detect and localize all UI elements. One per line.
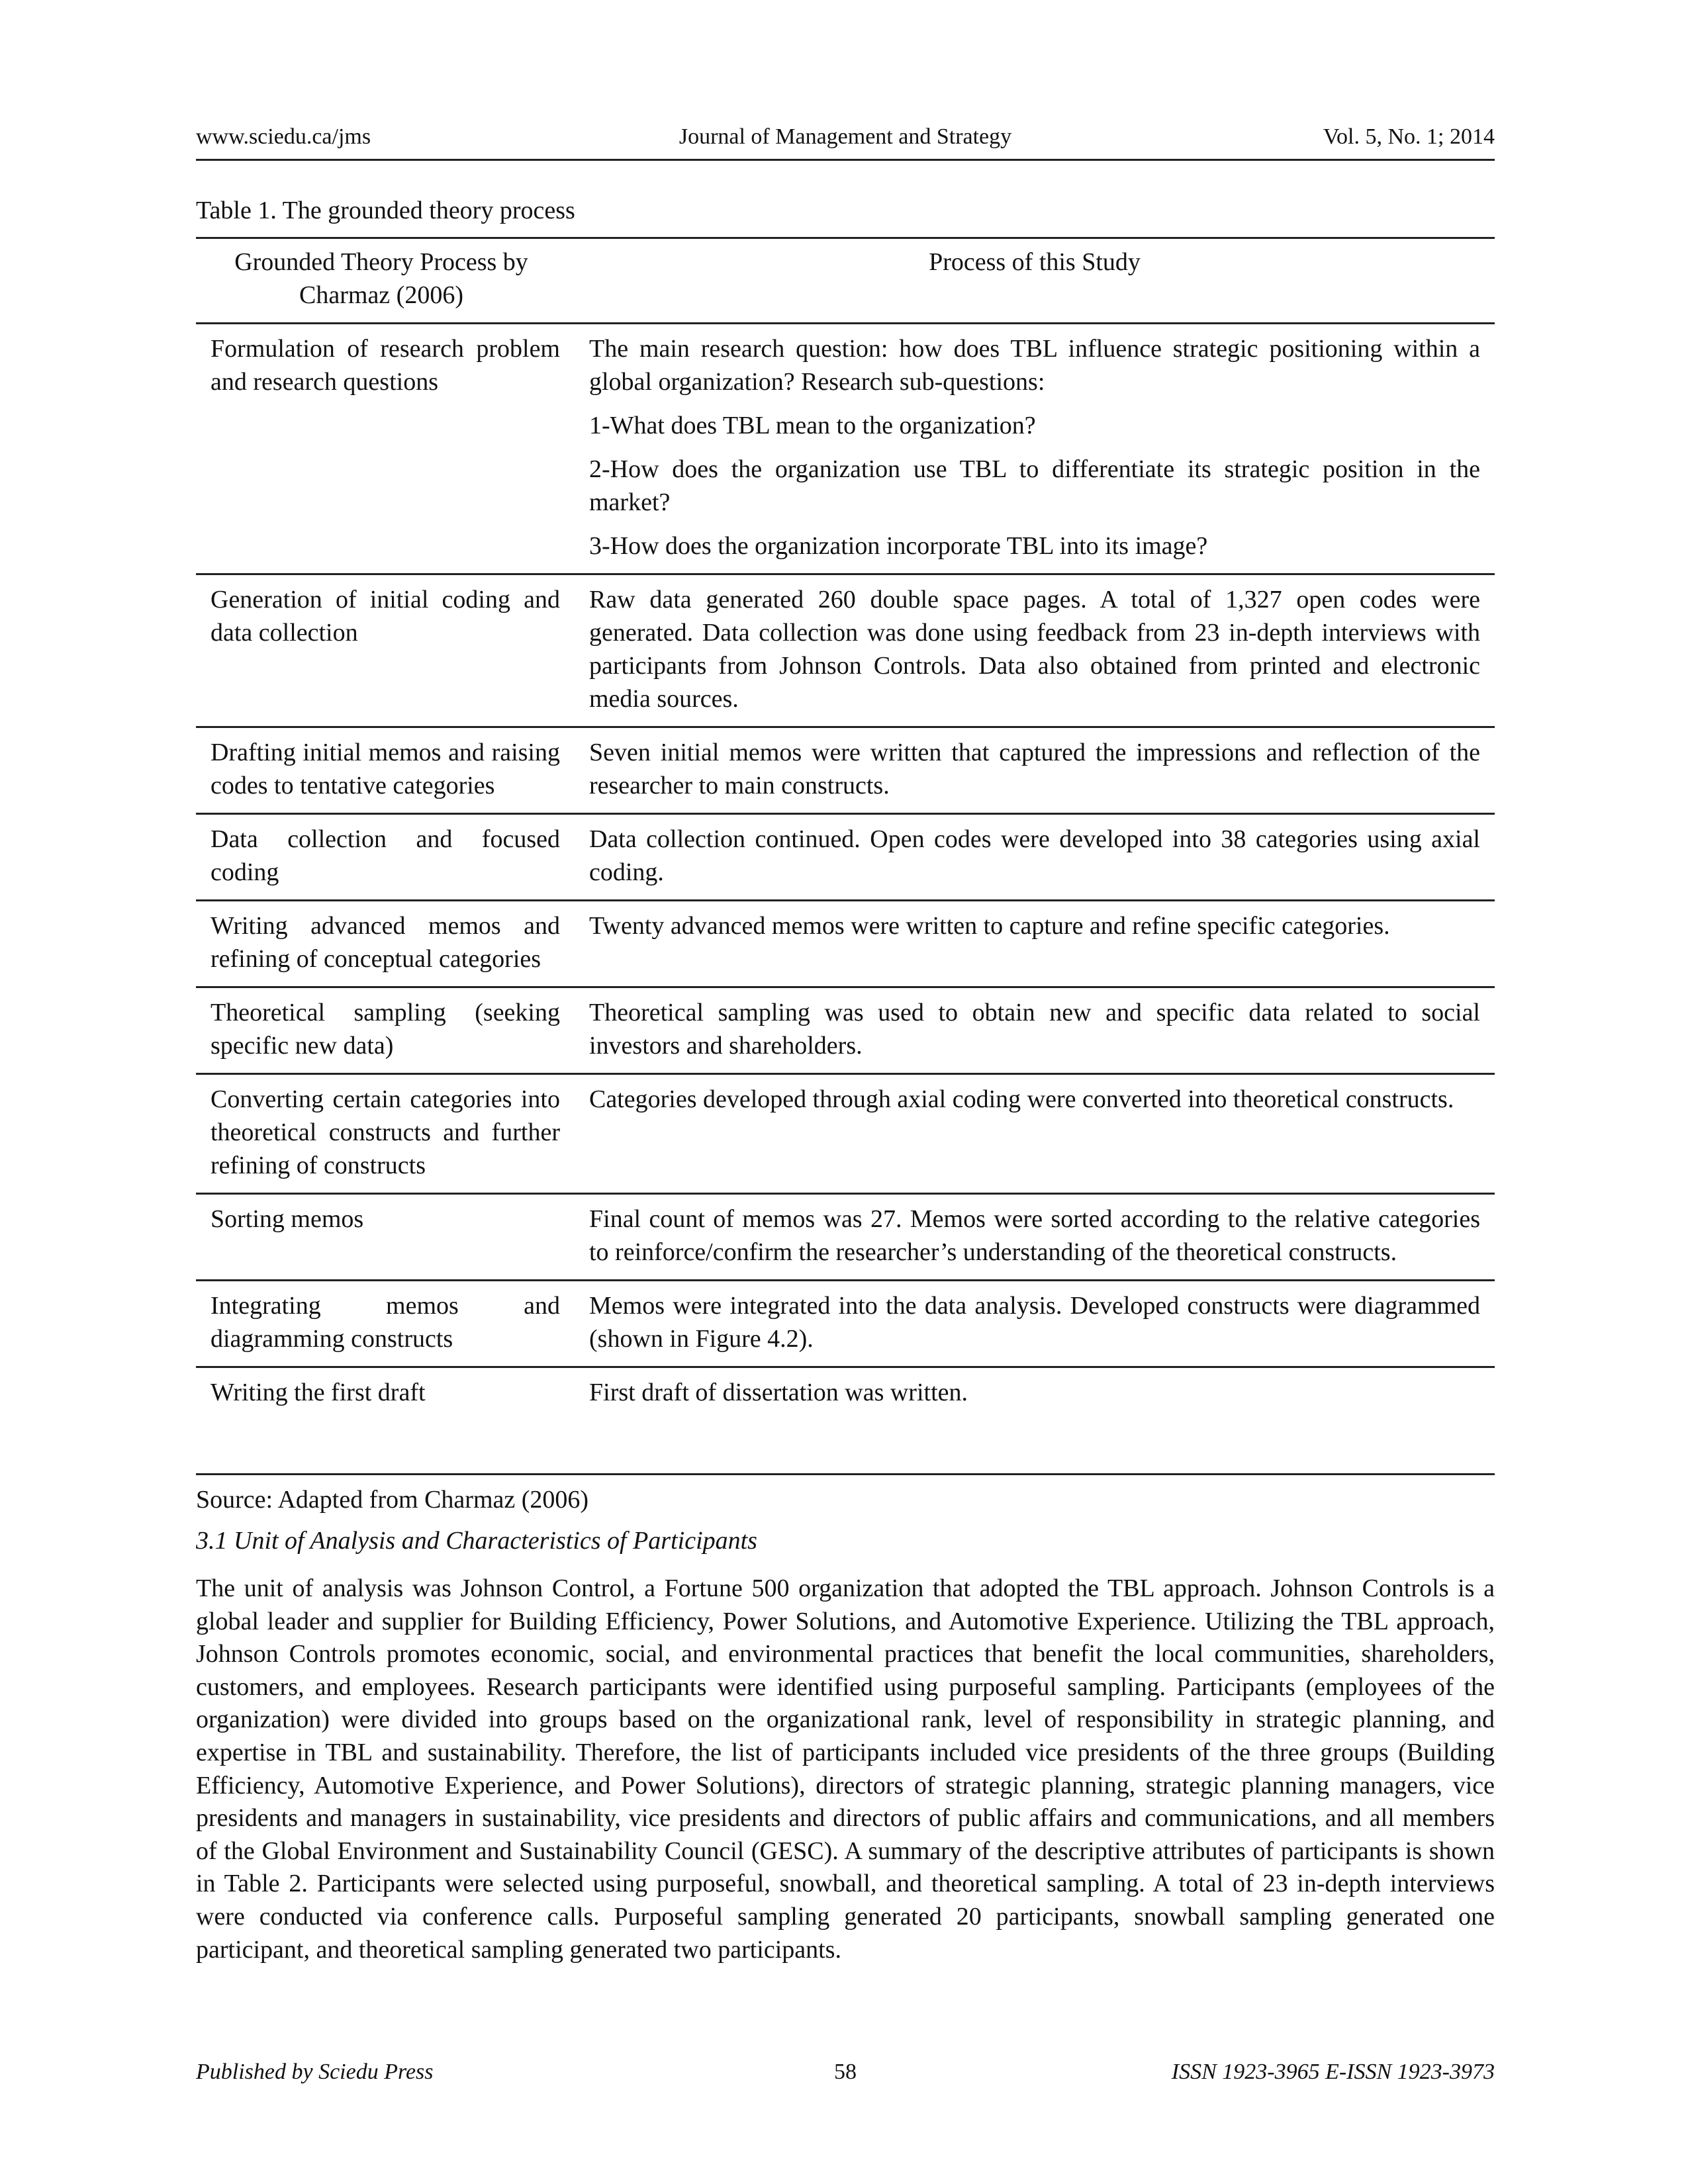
- study-cell: [575, 1367, 1495, 1449]
- study-text: 1-What does TBL mean to the organization?: [589, 412, 1036, 439]
- table-row: [196, 574, 1495, 727]
- column-header-process: Grounded Theory Process by Charmaz (2006): [196, 238, 575, 324]
- study-cell: [575, 1194, 1495, 1281]
- process-cell: Data collection and focused coding: [196, 814, 575, 901]
- table-row: [196, 1194, 1495, 1281]
- study-text: Memos were integrated into the data analysis. Developed constructs were diagrammed (shown in Figure 4.2).: [589, 1292, 1480, 1353]
- section-heading: 3.1 Unit of Analysis and Characteristics of Participants: [196, 1527, 757, 1555]
- study-cell: [575, 901, 1495, 987]
- page-footer: [196, 2060, 1495, 2093]
- process-cell: Sorting memos: [196, 1194, 575, 1281]
- study-cell: [575, 814, 1495, 901]
- study-cell: [575, 574, 1495, 727]
- study-text: 3-How does the organization incorporate TBL into its image?: [589, 532, 1208, 560]
- study-cell: [575, 987, 1495, 1074]
- column-header-study: Process of this Study: [575, 238, 1495, 324]
- journal-title: Journal of Management and Strategy: [679, 124, 1012, 149]
- process-cell: Generation of initial coding and data collection: [196, 574, 575, 727]
- study-text: Final count of memos was 27. Memos were sorted according to the relative categories to reinforce/confirm the researcher’s understanding of the theoretical constructs.: [589, 1205, 1480, 1266]
- table-header-row: [196, 238, 1495, 324]
- study-cell: [575, 1281, 1495, 1367]
- journal-url: www.sciedu.ca/jms: [196, 124, 371, 149]
- study-text: 2-How does the organization use TBL to differentiate its strategic position in the market?: [589, 455, 1480, 516]
- study-cell: [575, 1074, 1495, 1194]
- study-text: Twenty advanced memos were written to capture and refine specific categories.: [589, 912, 1390, 940]
- study-text: The main research question: how does TBL influence strategic positioning within a global organization? Research sub-questions:: [589, 335, 1480, 396]
- grounded-theory-table: [196, 237, 1495, 1449]
- study-text: Categories developed through axial coding were converted into theoretical constructs.: [589, 1085, 1454, 1113]
- study-text: Seven initial memos were written that captured the impressions and reflection of the researcher to main constructs.: [589, 739, 1480, 799]
- table-row: [196, 1074, 1495, 1194]
- study-text: Theoretical sampling was used to obtain new and specific data related to social investors and shareholders.: [589, 999, 1480, 1060]
- table-bottom-rule: [196, 1473, 1495, 1475]
- table-row: [196, 901, 1495, 987]
- process-cell: Drafting initial memos and raising codes to tentative categories: [196, 727, 575, 814]
- table-row: [196, 987, 1495, 1074]
- process-cell: Writing advanced memos and refining of conceptual categories: [196, 901, 575, 987]
- body-paragraph: The unit of analysis was Johnson Control, a Fortune 500 organization that adopted the TBL approach. Johnson Controls is a global leader and supplier for Building Efficiency, Power Solutions, and Automotive Experience. Utilizing the TBL approach, Johnson Controls promotes economic, social, and environmental practices that benefit the local communities, shareholders, customers, and employees. Research participants were identified using purposeful sampling. Participants (employees of the organization) were divided into groups based on the organizational rank, level of responsibility in strategic planning, and expertise in TBL and sustainability. Therefore, the list of participants included vice presidents of the three groups (Building Efficiency, Automotive Experience, and Power Solutions), directors of strategic planning, strategic planning managers, vice presidents and managers in sustainability, vice presidents and directors of public affairs and communications, and all members of the Global Environment and Sustainability Council (GESC). A summary of the descriptive attributes of participants is shown in Table 2. Participants were selected using purposeful, snowball, and theoretical sampling. A total of 23 in-depth interviews were conducted via conference calls. Purposeful sampling generated 20 participants, snowball sampling generated one participant, and theoretical sampling generated two participants.: [196, 1574, 1495, 1964]
- journal-volume: Vol. 5, No. 1; 2014: [1323, 124, 1495, 149]
- publisher: Published by Sciedu Press: [196, 2060, 434, 2084]
- study-text: Raw data generated 260 double space pages. A total of 1,327 open codes were generated. Data collection was done using feedback from 23 in-depth interviews with participants from Johnson Controls. Data also obtained from printed and electronic media sources.: [589, 586, 1480, 713]
- page-number: 58: [834, 2060, 857, 2084]
- process-cell: Converting certain categories into theoretical constructs and further refining of constructs: [196, 1074, 575, 1194]
- table-row: [196, 727, 1495, 814]
- study-text: First draft of dissertation was written.: [589, 1379, 968, 1406]
- issn: ISSN 1923-3965 E-ISSN 1923-3973: [1171, 2060, 1495, 2084]
- table-row: [196, 324, 1495, 574]
- table-row: [196, 814, 1495, 901]
- process-cell: Theoretical sampling (seeking specific new data): [196, 987, 575, 1074]
- table-row: [196, 1367, 1495, 1449]
- study-cell: [575, 324, 1495, 574]
- study-text: Data collection continued. Open codes were developed into 38 categories using axial coding.: [589, 825, 1480, 886]
- study-cell: [575, 727, 1495, 814]
- process-cell: Integrating memos and diagramming constructs: [196, 1281, 575, 1367]
- page-header: [196, 124, 1495, 161]
- table-source-note: Source: Adapted from Charmaz (2006): [196, 1486, 589, 1514]
- table-row: [196, 1281, 1495, 1367]
- process-cell: Writing the first draft: [211, 1379, 426, 1406]
- table-caption: Table 1. The grounded theory process: [196, 197, 575, 224]
- process-cell: Formulation of research problem and research questions: [196, 324, 575, 574]
